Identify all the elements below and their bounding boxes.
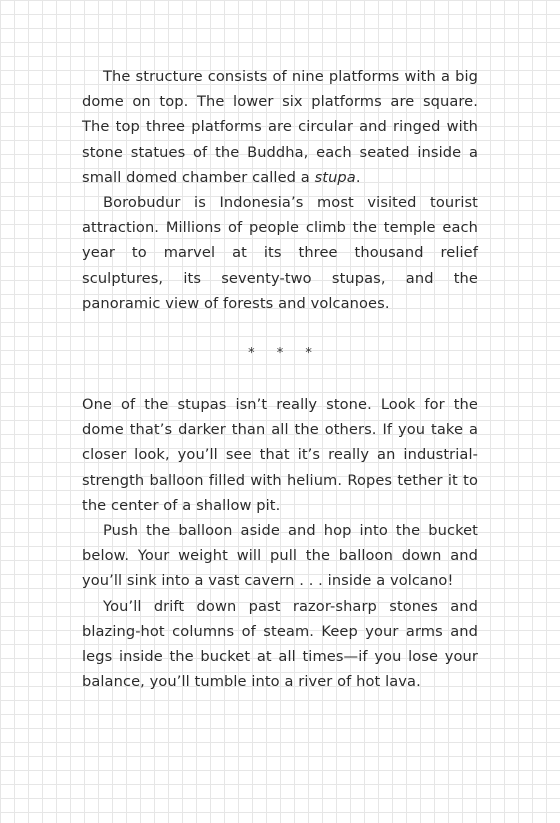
paragraph-bucket: Push the balloon aside and hop into the bucket below. Your weight will pull the balloon down and you’ll sink into a vast cavern . . . inside a volcano!: [82, 522, 478, 590]
paragraph-balloon-stupa: One of the stupas isn’t really stone. Look for the dome that’s darker than all the others. If you take a closer look, you’ll see that it’s really an industrial-strength balloon filled with helium. Ropes tether it to the center of a shallow pit.: [82, 396, 478, 514]
paragraph-platforms-text: The structure consists of nine platforms with a big dome on top. The lower six platforms are square. The top three platforms are circular and ringed with stone statues of the Buddha, each seated inside a small domed chamber called a: [82, 68, 478, 186]
paragraph-borobudur: Borobudur is Indonesia’s most visited tourist attraction. Millions of people climb the temple each year to marvel at its three thousand relief sculptures, its seventy-two stupas, and the panoramic view of forests and volcanoes.: [82, 194, 478, 312]
paragraph-platforms: [82, 64, 478, 190]
section-break: * * *: [248, 346, 321, 362]
stupa-term: stupa: [314, 168, 356, 186]
paragraph-descent: You’ll drift down past razor-sharp stones and blazing-hot columns of steam. Keep your arms and legs inside the bucket at all times—if you lose your balance, you’ll tumble into a river of hot lava.: [82, 597, 478, 691]
page-body: [82, 64, 478, 694]
paragraph-platforms-end: .: [355, 168, 361, 186]
